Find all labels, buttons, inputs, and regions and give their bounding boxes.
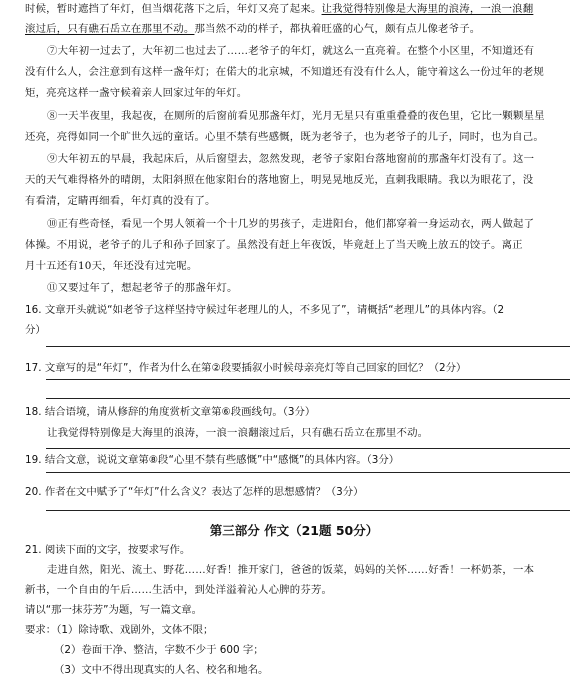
question-21: 21. 阅读下面的文字，按要求写作。 xyxy=(25,544,191,556)
underlined-sentence: 滚过后，只有礁石岳立在那里不动。 xyxy=(25,23,195,35)
passage-para-11: ⑪又要过年了，想起老爷子的那盏年灯。 xyxy=(47,282,238,294)
question-16-cont: 分） xyxy=(25,324,46,336)
answer-line[interactable] xyxy=(46,448,570,449)
passage-line: 矩，亮亮这样一盏守候着亲人回家过年的年灯。 xyxy=(25,87,248,99)
question-18-quote: 让我觉得特别像是大海里的浪涛，一浪一浪翻滚过后，只有礁石岳立在那里不动。 xyxy=(47,427,429,439)
question-18: 18. 结合语境，请从修辞的角度赏析文章第⑥段画线句。（3分） xyxy=(25,406,316,418)
passage-line: 没有什么人，会注意到有这样一盏年灯；在偌大的北京城，不知道还有没有什么人，能守着这么一份过年的老规 xyxy=(25,66,544,78)
answer-line[interactable] xyxy=(46,379,570,380)
answer-line[interactable] xyxy=(46,398,570,399)
requirement-3: （3）文中不得出现真实的人名、校名和地名。 xyxy=(54,664,269,676)
question-20: 20. 作者在文中赋予了“年灯”什么含义？表达了怎样的思想感情？（3分） xyxy=(25,486,364,498)
requirement-2: （2）卷面干净、整洁，字数不少于 600 字； xyxy=(54,644,264,656)
question-16: 16. 文章开头就说“如老爷子这样坚持守候过年老理儿的人，不多见了”，请概括“老理儿”的具体内容。（2 xyxy=(25,304,505,316)
answer-line[interactable] xyxy=(46,472,570,473)
passage-line: 时候，暂时遮挡了年灯，但当烟花落下之后，年灯又亮了起来。让我觉得特别像是大海里的浪涛，一浪一浪翻 xyxy=(25,3,534,15)
passage-line: 滚过后，只有礁石岳立在那里不动。那当然不动的样子，都执着旺盛的心气，颇有点儿像老爷子。 xyxy=(25,23,481,35)
passage-line: 还亮，亮得如同一个旷世久远的童话。心里不禁有些感慨，既为老爷子，也为老爷子的儿子，同时，也为自己。 xyxy=(25,131,544,143)
passage-line: 天的天气难得格外的晴朗，太阳斜照在他家阳台的落地窗上，明晃晃地反光，直刺我眼睛。我以为眼花了，没 xyxy=(25,174,534,186)
answer-line[interactable] xyxy=(46,346,570,347)
passage-line: 体操。不用说，老爷子的儿子和孙子回家了。虽然没有赶上年夜饭，毕竟赶上了当天晚上放五的饺子。离正 xyxy=(25,239,523,251)
passage-para-8: ⑧一天半夜里，我起夜，在厕所的后窗前看见那盏年灯，光月无星只有重重叠叠的夜色里，它比一颗颗星星 xyxy=(47,110,545,122)
essay-prompt: 走进自然，阳光、流土、野花……好香！推开家门，爸爸的饭菜，妈妈的关怀……好香！一杯奶茶，一本 xyxy=(47,564,535,576)
essay-prompt-cont: 新书，一个自由的午后……生活中，到处洋溢着沁人心脾的芬芳。 xyxy=(25,584,333,596)
passage-para-10: ⑩正有些奇怪，看见一个男人领着一个十几岁的男孩子，走进阳台，他们都穿着一身运动衣，两人做起了 xyxy=(47,218,535,230)
title-instruction: 请以“那一抹芬芳”为题，写一篇文章。 xyxy=(25,604,203,616)
requirements: 要求：（1）除诗歌、戏剧外，文体不限； xyxy=(25,624,214,636)
passage-line: 月十五还有10天，年还没有过完呢。 xyxy=(25,260,198,272)
question-19: 19. 结合文意，说说文章第⑧段“心里不禁有些感慨”中“感慨”的具体内容。（3分） xyxy=(25,454,400,466)
underlined-sentence: 让我觉得特别像是大海里的浪涛，一浪一浪翻 xyxy=(321,3,534,15)
passage-line: 有看清，定睛再细看，年灯真的没有了。 xyxy=(25,195,216,207)
answer-line[interactable] xyxy=(46,510,570,511)
passage-para-9: ⑨大年初五的早晨，我起床后，从后窗望去，忽然发现，老爷子家阳台落地窗前的那盏年灯没有了。这一 xyxy=(47,153,535,165)
passage-para-7: ⑦大年初一过去了，大年初二也过去了……老爷子的年灯，就这么一直亮着。在整个小区里，不知道还有 xyxy=(47,45,535,57)
section-heading: 第三部分 作文（21题 50分） xyxy=(209,523,379,538)
question-17: 17. 文章写的是“年灯”，作者为什么在第②段要插叙小时候母亲亮灯等自己回家的回忆？（2分） xyxy=(25,362,467,374)
